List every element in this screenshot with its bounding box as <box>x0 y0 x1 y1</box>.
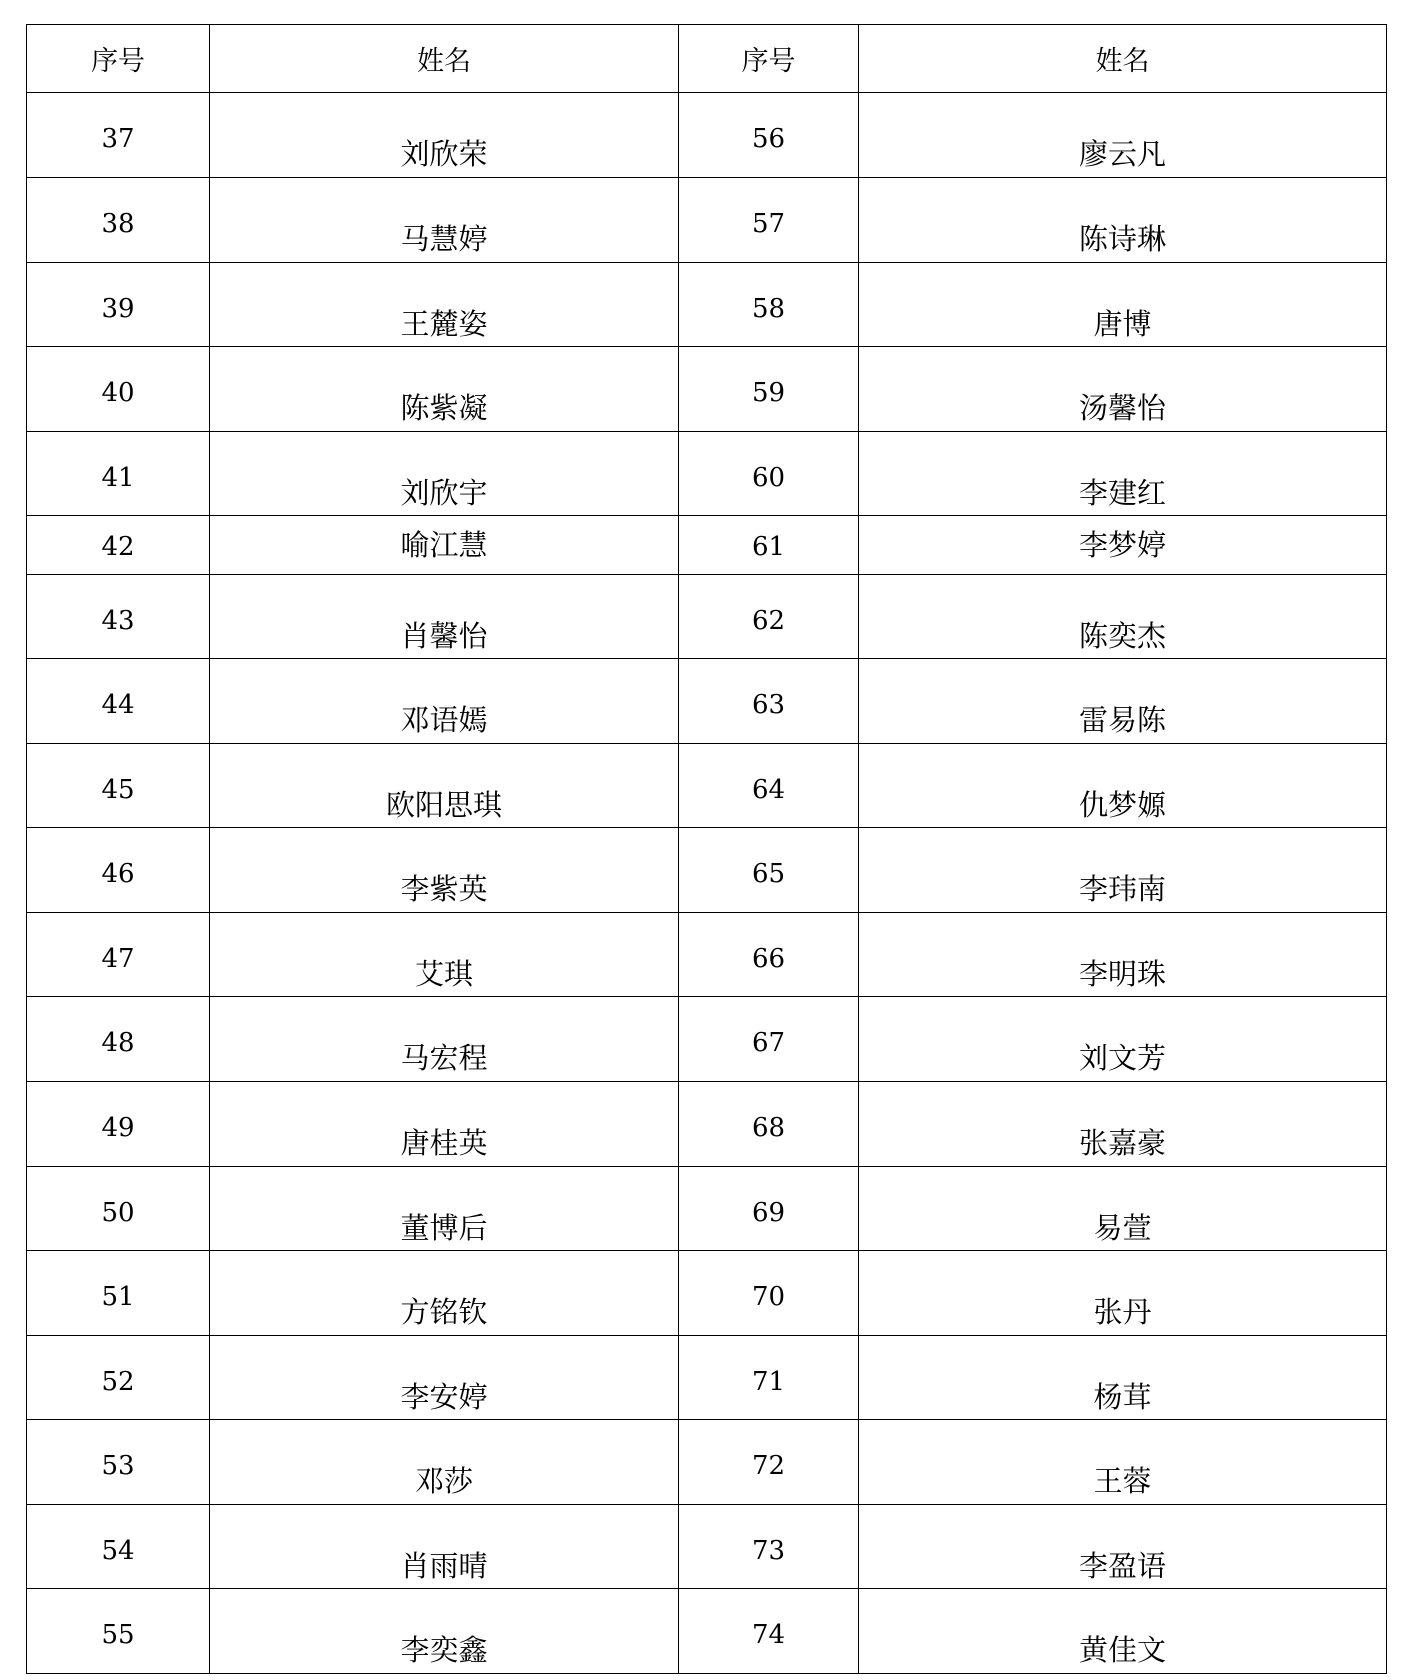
cell-no-left <box>27 743 210 828</box>
cell-name-right-text: 王蓉 <box>1093 1464 1152 1499</box>
table-row <box>27 659 1387 744</box>
cell-name-right <box>859 178 1387 263</box>
header-no-left: 序号 <box>27 25 210 93</box>
cell-no-left <box>27 1420 210 1505</box>
cell-name-left <box>210 93 679 178</box>
cell-name-left-text: 肖馨怡 <box>400 618 488 653</box>
table-row <box>27 516 1387 574</box>
cell-name-right-text: 张丹 <box>1093 1295 1152 1330</box>
cell-no-right-text: 64 <box>751 774 786 805</box>
cell-no-left <box>27 93 210 178</box>
cell-no-left <box>27 1251 210 1336</box>
cell-name-left <box>210 1335 679 1420</box>
cell-no-left <box>27 574 210 659</box>
cell-no-right-text: 65 <box>751 859 786 890</box>
cell-no-left <box>27 1504 210 1589</box>
cell-no-left <box>27 1335 210 1420</box>
cell-no-left-text: 50 <box>101 1197 135 1228</box>
cell-no-right <box>679 1166 859 1251</box>
cell-no-left <box>27 828 210 913</box>
cell-no-right <box>679 1589 859 1674</box>
cell-name-right <box>859 912 1387 997</box>
cell-no-right-text: 67 <box>751 1028 786 1059</box>
cell-no-right-text: 59 <box>751 378 786 409</box>
cell-name-right-text: 刘文芳 <box>1078 1041 1166 1076</box>
cell-name-left <box>210 912 679 997</box>
cell-no-left <box>27 659 210 744</box>
cell-no-right <box>679 1420 859 1505</box>
cell-no-left-text: 42 <box>101 532 135 563</box>
cell-no-left <box>27 997 210 1082</box>
cell-name-left-text: 董博后 <box>400 1210 488 1245</box>
cell-name-right-text: 李建红 <box>1078 475 1166 510</box>
cell-no-left-text: 51 <box>101 1282 135 1313</box>
cell-name-right <box>859 347 1387 432</box>
cell-name-right-text: 唐博 <box>1093 306 1152 341</box>
table-row <box>27 912 1387 997</box>
cell-name-left-text: 李奕鑫 <box>400 1633 488 1668</box>
cell-name-right-text: 李盈语 <box>1078 1548 1166 1583</box>
cell-name-right <box>859 431 1387 516</box>
cell-no-left-text: 40 <box>101 378 135 409</box>
cell-no-right-text: 57 <box>751 209 786 240</box>
cell-name-left-text: 刘欣宇 <box>400 475 488 510</box>
cell-name-right <box>859 574 1387 659</box>
table-row <box>27 997 1387 1082</box>
cell-name-right-text: 雷易陈 <box>1078 703 1166 738</box>
cell-no-left <box>27 262 210 347</box>
cell-name-left-text: 方铭钦 <box>400 1295 488 1330</box>
cell-name-right <box>859 262 1387 347</box>
cell-name-right <box>859 1251 1387 1336</box>
cell-no-left-text: 55 <box>101 1620 135 1651</box>
cell-name-left-text: 肖雨晴 <box>400 1548 488 1583</box>
roster-table <box>26 24 1387 1674</box>
cell-no-right-text: 58 <box>751 293 786 324</box>
cell-name-right <box>859 659 1387 744</box>
header-no-right: 序号 <box>679 25 859 93</box>
cell-no-left-text: 44 <box>101 690 135 721</box>
table-row <box>27 1504 1387 1589</box>
cell-name-right-text: 易萱 <box>1093 1210 1152 1245</box>
cell-name-left-text: 唐桂英 <box>400 1126 488 1161</box>
header-name-right: 姓名 <box>859 25 1387 93</box>
cell-no-left <box>27 912 210 997</box>
cell-no-right-text: 69 <box>751 1197 786 1228</box>
cell-name-right-text: 李玮南 <box>1078 872 1166 907</box>
cell-no-right <box>679 178 859 263</box>
cell-name-left <box>210 178 679 263</box>
cell-name-right-text: 张嘉豪 <box>1078 1126 1166 1161</box>
cell-name-right <box>859 743 1387 828</box>
cell-no-left <box>27 1589 210 1674</box>
cell-name-left <box>210 262 679 347</box>
cell-name-left <box>210 347 679 432</box>
table-row <box>27 1082 1387 1167</box>
cell-name-right <box>859 516 1387 574</box>
cell-name-left <box>210 828 679 913</box>
cell-no-right-text: 72 <box>751 1451 786 1482</box>
cell-name-left <box>210 997 679 1082</box>
cell-no-right <box>679 1251 859 1336</box>
table-row <box>27 262 1387 347</box>
cell-no-right-text: 73 <box>751 1535 786 1566</box>
cell-no-right <box>679 347 859 432</box>
table-row <box>27 1420 1387 1505</box>
cell-no-left-text: 41 <box>101 462 135 493</box>
cell-name-left <box>210 659 679 744</box>
table-row <box>27 1335 1387 1420</box>
cell-name-left-text: 李紫英 <box>400 872 488 907</box>
cell-no-left-text: 45 <box>101 774 135 805</box>
cell-name-right-text: 杨茸 <box>1093 1379 1152 1414</box>
cell-no-right-text: 71 <box>751 1366 786 1397</box>
cell-no-right <box>679 828 859 913</box>
cell-name-right <box>859 1589 1387 1674</box>
cell-no-right-text: 63 <box>751 690 786 721</box>
cell-no-left <box>27 516 210 574</box>
cell-name-left <box>210 516 679 574</box>
table-row <box>27 743 1387 828</box>
cell-no-right <box>679 574 859 659</box>
cell-no-right <box>679 516 859 574</box>
cell-name-left-text: 李安婷 <box>400 1379 488 1414</box>
cell-no-left <box>27 1082 210 1167</box>
cell-name-right <box>859 1166 1387 1251</box>
cell-no-left-text: 52 <box>101 1366 135 1397</box>
table-row <box>27 574 1387 659</box>
cell-name-left-text: 邓莎 <box>414 1464 473 1499</box>
cell-no-left-text: 37 <box>101 124 135 155</box>
cell-no-right-text: 61 <box>751 532 786 563</box>
header-name-left: 姓名 <box>210 25 679 93</box>
table-row <box>27 1589 1387 1674</box>
cell-name-right-text: 黄佳文 <box>1078 1633 1166 1668</box>
cell-name-right <box>859 828 1387 913</box>
cell-no-right <box>679 912 859 997</box>
cell-name-left <box>210 1166 679 1251</box>
cell-name-left-text: 艾琪 <box>414 956 473 991</box>
table-row <box>27 178 1387 263</box>
cell-name-left-text: 刘欣荣 <box>400 137 488 172</box>
cell-name-right <box>859 93 1387 178</box>
cell-name-left <box>210 574 679 659</box>
cell-name-left <box>210 1504 679 1589</box>
cell-name-right-text: 李梦婷 <box>1078 528 1166 563</box>
table-row <box>27 93 1387 178</box>
cell-no-left <box>27 347 210 432</box>
cell-no-left-text: 46 <box>101 859 135 890</box>
cell-no-right-text: 70 <box>751 1282 786 1313</box>
cell-name-left-text: 喻江慧 <box>400 528 488 563</box>
cell-no-right <box>679 997 859 1082</box>
cell-no-left <box>27 431 210 516</box>
cell-no-left-text: 49 <box>101 1113 135 1144</box>
cell-name-left <box>210 1420 679 1505</box>
cell-no-right-text: 66 <box>751 943 786 974</box>
cell-no-left <box>27 1166 210 1251</box>
cell-no-right-text: 68 <box>751 1113 786 1144</box>
table-row <box>27 828 1387 913</box>
cell-no-left <box>27 178 210 263</box>
cell-no-right-text: 74 <box>751 1620 786 1651</box>
cell-no-left-text: 39 <box>101 293 135 324</box>
cell-name-right <box>859 1082 1387 1167</box>
cell-name-right-text: 汤馨怡 <box>1078 391 1166 426</box>
cell-no-right-text: 60 <box>751 462 786 493</box>
cell-no-left-text: 38 <box>101 209 135 240</box>
cell-name-left <box>210 1082 679 1167</box>
table-row <box>27 431 1387 516</box>
cell-name-right-text: 李明珠 <box>1078 956 1166 991</box>
table-header-row <box>27 25 1387 93</box>
cell-name-left-text: 陈紫凝 <box>400 391 488 426</box>
cell-name-right-text: 陈诗琳 <box>1078 222 1166 257</box>
table-row <box>27 347 1387 432</box>
cell-no-left-text: 43 <box>101 605 135 636</box>
table-row <box>27 1166 1387 1251</box>
cell-no-left-text: 47 <box>101 943 135 974</box>
cell-no-right <box>679 659 859 744</box>
cell-no-right <box>679 1335 859 1420</box>
cell-name-left <box>210 1589 679 1674</box>
cell-no-right <box>679 93 859 178</box>
cell-no-left-text: 54 <box>101 1535 135 1566</box>
cell-name-left-text: 欧阳思琪 <box>385 787 502 822</box>
cell-name-right <box>859 1420 1387 1505</box>
cell-no-right <box>679 1082 859 1167</box>
cell-name-left-text: 邓语嫣 <box>400 703 488 738</box>
cell-no-right-text: 56 <box>751 124 786 155</box>
cell-name-left <box>210 743 679 828</box>
table-row <box>27 1251 1387 1336</box>
cell-name-left <box>210 1251 679 1336</box>
cell-name-left-text: 马宏程 <box>400 1041 488 1076</box>
cell-no-right <box>679 431 859 516</box>
cell-name-left <box>210 431 679 516</box>
cell-no-right-text: 62 <box>751 605 786 636</box>
cell-no-left-text: 48 <box>101 1028 135 1059</box>
cell-name-right <box>859 1504 1387 1589</box>
roster-body <box>27 93 1387 1674</box>
cell-name-right-text: 仇梦嫄 <box>1078 787 1166 822</box>
cell-no-right <box>679 1504 859 1589</box>
cell-name-left-text: 王麓姿 <box>400 306 488 341</box>
cell-name-right <box>859 1335 1387 1420</box>
cell-name-right <box>859 997 1387 1082</box>
cell-no-right <box>679 262 859 347</box>
cell-name-right-text: 陈奕杰 <box>1078 618 1166 653</box>
cell-name-left-text: 马慧婷 <box>400 222 488 257</box>
cell-no-left-text: 53 <box>101 1451 135 1482</box>
cell-no-right <box>679 743 859 828</box>
cell-name-right-text: 廖云凡 <box>1078 137 1166 172</box>
